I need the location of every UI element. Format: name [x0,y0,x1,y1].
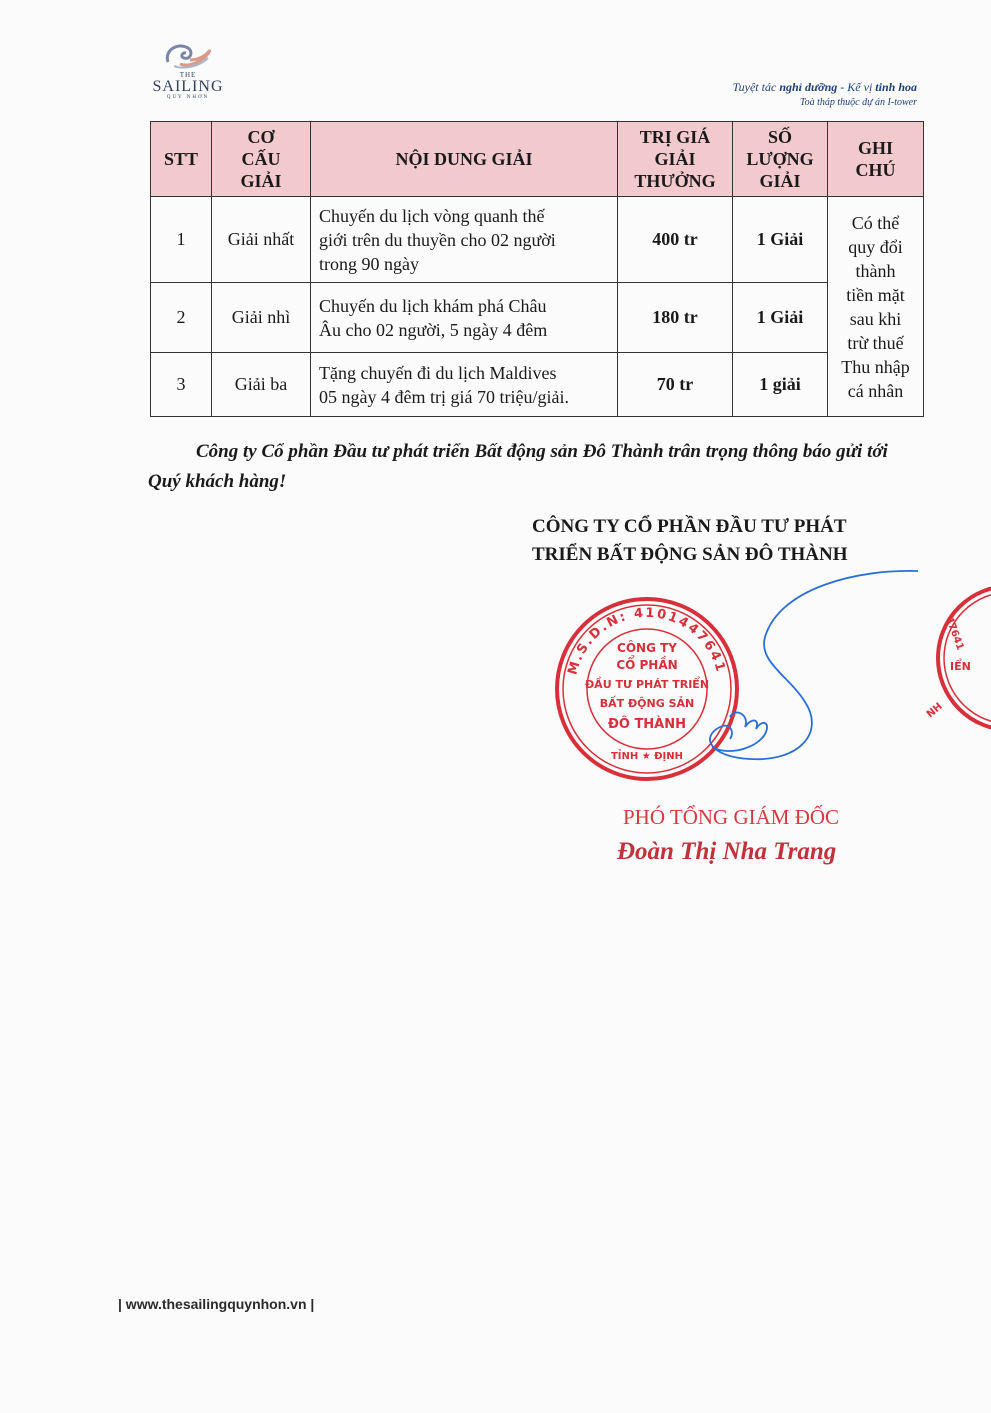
prize-table [150,121,924,417]
cell-prize-name: Giải nhì [212,283,311,353]
cell-quantity: 1 Giải [733,283,828,353]
signature-scribble [690,567,920,777]
signer-title: PHÓ TỔNG GIÁM ĐỐC [623,805,840,829]
svg-text:NH: NH [924,701,945,721]
header-quantity: SỐ LƯỢNG GIẢI [733,122,828,197]
cell-prize-name: Giải nhất [212,197,311,283]
svg-text:BẤT ĐỘNG SẢN: BẤT ĐỘNG SẢN [599,697,695,710]
company-logo [143,40,233,100]
company-line-1: CÔNG TY CỔ PHẦN ĐẦU TƯ PHÁT [532,516,847,537]
table-row [151,283,924,353]
cell-stt: 2 [151,283,212,353]
cell-value: 180 tr [618,283,733,353]
partial-stamp [920,578,991,738]
table-header-row [151,122,924,197]
header-content: NỘI DUNG GIẢI [311,122,618,197]
table-row [151,197,924,283]
svg-text:M.S.D.N: 4101447641: M.S.D.N: 4101447641 [565,605,729,677]
cell-content: Chuyến du lịch khám phá Châu Âu cho 02 người, 5 ngày 4 đêm [311,283,618,353]
svg-text:47641: 47641 [943,615,966,652]
svg-text:TỈNH ★ ĐỊNH: TỈNH ★ ĐỊNH [610,751,684,762]
slogan-bold-1: nghỉ dưỡng [779,80,838,94]
svg-text:CỔ PHẦN: CỔ PHẦN [616,658,678,672]
logo-name: SAILING [152,78,224,95]
header-value: TRỊ GIÁ GIẢI THƯỞNG [618,122,733,197]
svg-text:ĐẦU TƯ PHÁT TRIỂN: ĐẦU TƯ PHÁT TRIỂN [584,678,710,691]
signer-name: Đoàn Thị Nha Trang [617,838,837,865]
cell-quantity: 1 Giải [733,197,828,283]
slogan-mid: - Kế vị [840,80,873,94]
svg-text:CÔNG TY: CÔNG TY [617,641,677,655]
slogan-line-2: Toà tháp thuộc dự án I-tower [799,97,917,108]
cell-content: Chuyến du lịch vòng quanh thế giới trên du thuyền cho 02 người trong 90 ngày [311,197,618,283]
footer-website-link[interactable]: | www.thesailingquynhon.vn | [118,1296,315,1312]
cell-value: 70 tr [618,353,733,417]
notice-paragraph: Công ty Cổ phần Đầu tư phát triển Bất động sản Đô Thành trân trọng thông báo gửi tới Quý khách hàng! [148,441,888,492]
cell-note: Có thể quy đổi thành tiền mặt sau khi trừ thuế Thu nhập cá nhân [828,197,924,417]
cell-quantity: 1 giải [733,353,828,417]
cell-stt: 3 [151,353,212,417]
header-slogan [733,80,917,108]
logo-the: THE [179,71,197,79]
wave-logo-icon [160,40,216,70]
header-stt: STT [151,122,212,197]
header-note: GHI CHÚ [828,122,924,197]
header-structure: CƠ CẤU GIẢI [212,122,311,197]
cell-content: Tặng chuyến đi du lịch Maldives 05 ngày 4 đêm trị giá 70 triệu/giải. [311,353,618,417]
svg-text:IỂN: IỂN [950,660,971,673]
cell-value: 400 tr [618,197,733,283]
table-row [151,353,924,417]
slogan-prefix: Tuyệt tác [732,80,777,94]
slogan-bold-2: tinh hoa [875,80,917,94]
cell-stt: 1 [151,197,212,283]
svg-text:ĐÔ THÀNH: ĐÔ THÀNH [607,717,687,732]
cell-prize-name: Giải ba [212,353,311,417]
company-name [532,513,848,569]
logo-location: QUY NHƠN [166,95,210,100]
company-line-2: TRIỂN BẤT ĐỘNG SẢN ĐÔ THÀNH [532,544,848,565]
